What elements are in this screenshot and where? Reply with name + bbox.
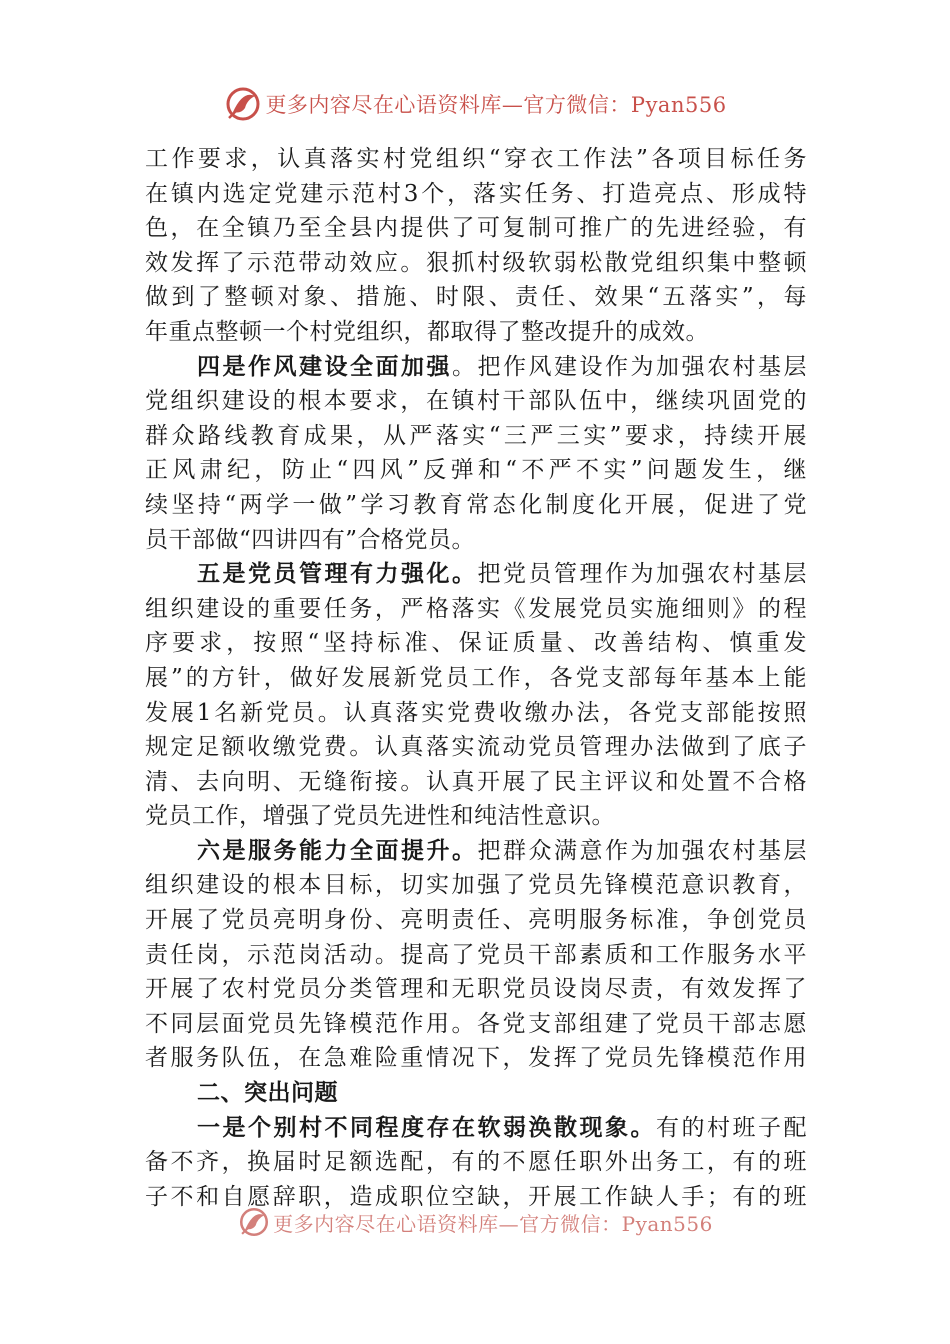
text-line: 员干部做“四讲四有”合格党员。 (145, 526, 476, 553)
text-line: 工作要求，认真落实村党组织“穿衣工作法”各项目标任务 (145, 146, 807, 172)
text-line: 色，在全镇乃至全县内提供了可复制可推广的先进经验，有 (145, 215, 807, 242)
paragraph-service-capacity (145, 834, 807, 1076)
text-line: 不同层面党员先锋模范作用。各党支部组建了党员干部志愿 (145, 1010, 807, 1037)
text-line: 做到了整顿对象、措施、时限、责任、效果“五落实”，每 (145, 284, 807, 311)
text-line: 清、去向明、无缝衔接。认真开展了民主评议和处置不合格 (145, 768, 807, 795)
text-run: 。把作风建设作为加强农村基层 (452, 353, 807, 380)
text-line: 组织建设的重要任务，严格落实《发展党员实施细则》的程 (145, 595, 807, 622)
text-line: 序要求，按照“坚持标准、保证质量、改善结构、慎重发 (145, 630, 807, 657)
text-line: 者服务队伍，在急难险重情况下，发挥了党员先锋模范作用 (145, 1045, 807, 1072)
document-body (145, 142, 807, 1214)
paragraph-weak-villages (145, 1111, 807, 1214)
text-line: 开展了农村党员分类管理和无职党员设岗尽责，有效发挥了 (145, 976, 807, 1003)
text-line: 组织建设的根本目标，切实加强了党员先锋模范意识教育， (145, 872, 807, 899)
section-heading: 二、突出问题 (197, 1080, 338, 1107)
text-line: 子不和自愿辞职，造成职位空缺，开展工作缺人手；有的班 (145, 1183, 807, 1210)
paragraph-work-style (145, 350, 807, 558)
text-line: 效发挥了示范带动效应。狠抓村级软弱松散党组织集中整顿 (145, 249, 807, 276)
text-run: 有的村班子配 (656, 1114, 807, 1141)
text-line (145, 1111, 807, 1146)
text-line (145, 350, 807, 385)
paragraph-lead: 六是服务能力全面提升。 (197, 836, 478, 864)
text-line: 党组织建设的根本要求，在镇村干部队伍中，继续巩固党的 (145, 388, 807, 415)
text-line: 党员工作，增强了党员先进性和纯洁性意识。 (145, 803, 615, 830)
text-line: 规定足额收缴党费。认真落实流动党员管理办法做到了底子 (145, 734, 807, 761)
text-line: 在镇内选定党建示范村3个，落实任务、打造亮点、形成特 (145, 180, 807, 207)
footer-watermark-text: 更多内容尽在心语资料库—官方微信：Pyan556 (273, 1211, 713, 1236)
text-line (145, 834, 807, 869)
text-line: 开展了党员亮明身份、亮明责任、亮明服务标准，争创党员 (145, 907, 807, 934)
text-line: 展”的方针，做好发展新党员工作，各党支部每年基本上能 (145, 664, 807, 691)
text-line: 续坚持“两学一做”学习教育常态化制度化开展，促进了党 (145, 491, 807, 518)
text-line: 群众路线教育成果，从严落实“三严三实”要求，持续开展 (145, 422, 807, 449)
paragraph-lead: 一是个别村不同程度存在软弱涣散现象。 (197, 1113, 656, 1141)
paragraph-lead: 五是党员管理有力强化。 (197, 560, 478, 588)
text-line: 正风肃纪，防止“四风”反弹和“不严不实”问题发生，继 (145, 457, 807, 484)
header-watermark-text: 更多内容尽在心语资料库—官方微信：Pyan556 (265, 93, 727, 117)
text-run: 把群众满意作为加强农村基层 (477, 837, 807, 864)
paragraph-continuation (145, 142, 807, 350)
paragraph-lead: 四是作风建设全面加强 (197, 352, 452, 380)
text-line: 发展1名新党员。认真落实党费收缴办法，各党支部能按照 (145, 699, 807, 726)
watermark-logo-icon (223, 84, 263, 124)
footer-watermark (0, 1204, 950, 1240)
text-line: 责任岗，示范岗活动。提高了党员干部素质和工作服务水平 (145, 941, 807, 968)
text-run: 把党员管理作为加强农村基层 (477, 561, 807, 588)
watermark-logo-icon (237, 1205, 271, 1239)
paragraph-member-management (145, 557, 807, 834)
text-line (145, 557, 807, 592)
header-watermark (0, 82, 950, 126)
text-line: 年重点整顿一个村党组织，都取得了整改提升的成效。 (145, 318, 709, 345)
text-line: 备不齐，换届时足额选配，有的不愿任职外出务工，有的班 (145, 1149, 807, 1176)
